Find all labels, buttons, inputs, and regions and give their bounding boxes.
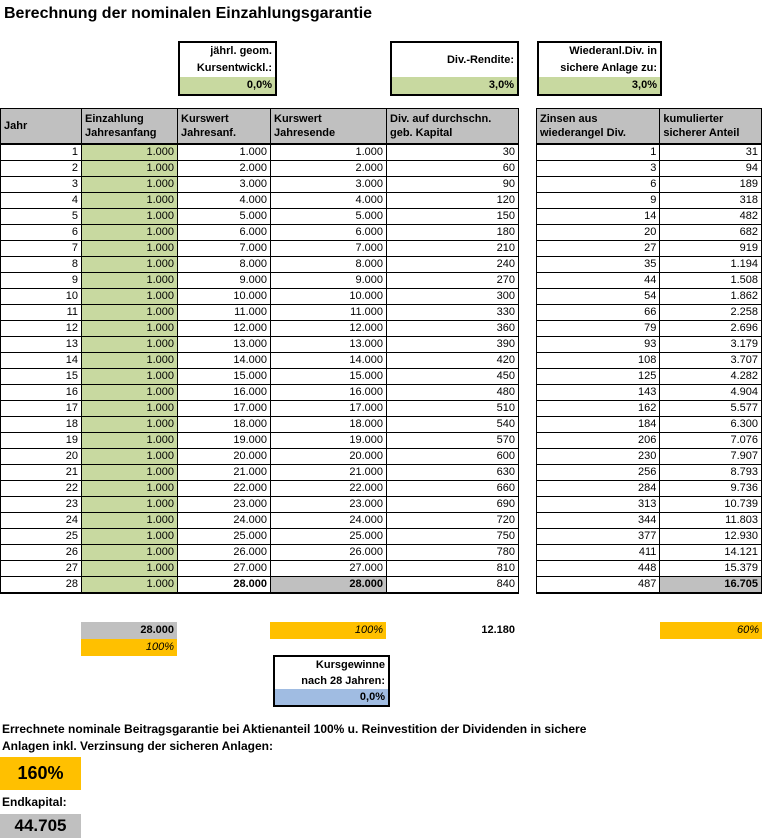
endkapital-value-cell[interactable]: 44.705 [0,814,81,838]
kursentwicklung-value-cell[interactable]: 0,0% [180,77,275,94]
cell-kurswert-anfang[interactable]: 27.000 [178,560,271,576]
cell-kurswert-anfang[interactable]: 9.000 [178,272,271,288]
cell-dividende[interactable]: 480 [387,384,519,400]
param-box-kursentwicklung [178,41,277,96]
cell-kumuliert[interactable]: 318 [660,192,762,208]
right-table-header-row [537,109,762,144]
right-table-row [537,560,762,576]
cell-dividende[interactable]: 420 [387,352,519,368]
cell-kurswert-anfang[interactable]: 8.000 [178,256,271,272]
cell-kurswert-anfang[interactable]: 7.000 [178,240,271,256]
cell-dividende[interactable]: 510 [387,400,519,416]
cell-dividende[interactable]: 30 [387,144,519,161]
cell-jahr[interactable]: 18 [1,416,82,432]
right-table-row [537,144,762,161]
cell-einzahlung[interactable]: 1.000 [82,528,178,544]
cell-einzahlung[interactable]: 1.000 [82,480,178,496]
total-einzahlung-sum[interactable]: 28.000 [81,622,177,639]
cell-kumuliert[interactable]: 94 [660,160,762,176]
cell-kurswert-anfang[interactable]: 5.000 [178,208,271,224]
cell-dividende[interactable]: 450 [387,368,519,384]
header-zinsen: Zinsen aus wiederangel Div. [537,109,660,144]
right-table-row [537,496,762,512]
cell-jahr[interactable]: 17 [1,400,82,416]
cell-zinsen[interactable]: 206 [537,432,660,448]
right-table-row [537,224,762,240]
cell-dividende[interactable]: 540 [387,416,519,432]
cell-kumuliert[interactable]: 919 [660,240,762,256]
right-table-row [537,464,762,480]
cell-jahr[interactable]: 26 [1,544,82,560]
param-label: Wiederanl.Div. in [569,45,657,57]
cell-kumuliert[interactable]: 682 [660,224,762,240]
page-title: Berechnung der nominalen Einzahlungsgarantie [4,5,373,22]
header-kumuliert: kumulierter sicherer Anteil [660,109,762,144]
header-dividende: Div. auf durchschn. geb. Kapital [387,109,519,144]
cell-jahr[interactable]: 2 [1,160,82,176]
cell-dividende[interactable]: 720 [387,512,519,528]
cell-kurswert-anfang[interactable]: 3.000 [178,176,271,192]
cell-kurswert-ende[interactable]: 13.000 [271,336,387,352]
cell-jahr[interactable]: 8 [1,256,82,272]
cell-kurswert-ende[interactable]: 21.000 [271,464,387,480]
cell-dividende[interactable]: 360 [387,320,519,336]
cell-kurswert-ende[interactable]: 16.000 [271,384,387,400]
cell-dividende[interactable]: 390 [387,336,519,352]
cell-jahr[interactable]: 11 [1,304,82,320]
cell-dividende[interactable]: 570 [387,432,519,448]
right-table-row [537,352,762,368]
cell-kurswert-ende[interactable]: 26.000 [271,544,387,560]
cell-einzahlung[interactable]: 1.000 [82,224,178,240]
cell-dividende[interactable]: 330 [387,304,519,320]
cell-kumuliert[interactable]: 11.803 [660,512,762,528]
cell-kurswert-ende[interactable]: 14.000 [271,352,387,368]
cell-einzahlung[interactable]: 1.000 [82,272,178,288]
cell-kumuliert[interactable]: 31 [660,144,762,161]
cell-kumuliert[interactable]: 9.736 [660,480,762,496]
cell-jahr[interactable]: 20 [1,448,82,464]
left-table-row [1,480,519,496]
left-table-row [1,512,519,528]
right-table-row [537,416,762,432]
cell-kurswert-anfang[interactable]: 28.000 [178,576,271,593]
cell-kumuliert[interactable]: 2.696 [660,320,762,336]
cell-kurswert-anfang[interactable]: 21.000 [178,464,271,480]
cell-kurswert-anfang[interactable]: 23.000 [178,496,271,512]
cell-zinsen[interactable]: 35 [537,256,660,272]
cell-kumuliert[interactable]: 8.793 [660,464,762,480]
left-table-row [1,176,519,192]
cell-kurswert-ende[interactable]: 2.000 [271,160,387,176]
param-box-div-rendite [390,41,519,96]
cell-kumuliert[interactable]: 4.282 [660,368,762,384]
cell-kurswert-ende[interactable]: 4.000 [271,192,387,208]
cell-jahr[interactable]: 1 [1,144,82,161]
right-table-row [537,320,762,336]
endkapital-label: Endkapital: [2,795,67,809]
left-table-row [1,416,519,432]
right-table-row [537,448,762,464]
cell-jahr[interactable]: 14 [1,352,82,368]
cell-kurswert-ende[interactable]: 23.000 [271,496,387,512]
header-einzahlung: Einzahlung Jahresanfang [82,109,178,144]
cell-einzahlung[interactable]: 1.000 [82,256,178,272]
left-table [0,108,519,594]
left-table-row [1,272,519,288]
cell-jahr[interactable]: 15 [1,368,82,384]
right-table-row [537,288,762,304]
cell-zinsen[interactable]: 3 [537,160,660,176]
cell-kurswert-ende[interactable]: 24.000 [271,512,387,528]
cell-jahr[interactable]: 3 [1,176,82,192]
cell-zinsen[interactable]: 284 [537,480,660,496]
cell-kurswert-anfang[interactable]: 26.000 [178,544,271,560]
cell-zinsen[interactable]: 1 [537,144,660,161]
cell-kurswert-anfang[interactable]: 4.000 [178,192,271,208]
cell-jahr[interactable]: 7 [1,240,82,256]
cell-kurswert-ende[interactable]: 20.000 [271,448,387,464]
cell-kumuliert[interactable]: 7.907 [660,448,762,464]
right-table-row [537,160,762,176]
param-box-wiederanlage [537,41,662,96]
cell-einzahlung[interactable]: 1.000 [82,384,178,400]
cell-einzahlung[interactable]: 1.000 [82,192,178,208]
cell-kurswert-ende[interactable]: 17.000 [271,400,387,416]
cell-kurswert-anfang[interactable]: 2.000 [178,160,271,176]
cell-einzahlung[interactable]: 1.000 [82,160,178,176]
cell-einzahlung[interactable]: 1.000 [82,368,178,384]
left-table-row [1,352,519,368]
param-label: Div.-Rendite: [446,54,514,66]
left-table-row [1,368,519,384]
left-table-row [1,576,519,593]
cell-zinsen[interactable]: 66 [537,304,660,320]
cell-dividende[interactable]: 150 [387,208,519,224]
cell-kumuliert[interactable]: 7.076 [660,432,762,448]
cell-einzahlung[interactable]: 1.000 [82,560,178,576]
cell-dividende[interactable]: 690 [387,496,519,512]
div-rendite-value-cell[interactable]: 3,0% [392,77,517,94]
cell-dividende[interactable]: 630 [387,464,519,480]
right-table-body [537,144,762,593]
kursgewinne-value-cell[interactable]: 0,0% [275,689,388,705]
kursgewinne-label: nach 28 Jahren: [301,675,385,687]
left-table-row [1,144,519,161]
left-table-row [1,400,519,416]
cell-jahr[interactable]: 22 [1,480,82,496]
guarantee-note-line1: Errechnete nominale Beitragsgarantie bei Aktienanteil 100% u. Reinvestition der Dividenden in sichere [2,722,587,736]
total-kumuliert-pct[interactable]: 60% [660,622,762,639]
cell-jahr[interactable]: 5 [1,208,82,224]
cell-kurswert-anfang[interactable]: 16.000 [178,384,271,400]
cell-jahr[interactable]: 27 [1,560,82,576]
cell-einzahlung[interactable]: 1.000 [82,208,178,224]
right-table-row [537,208,762,224]
cell-einzahlung[interactable]: 1.000 [82,304,178,320]
cell-zinsen[interactable]: 230 [537,448,660,464]
right-table-row [537,576,762,593]
cell-kumuliert[interactable]: 15.379 [660,560,762,576]
cell-einzahlung[interactable]: 1.000 [82,544,178,560]
cell-dividende[interactable]: 780 [387,544,519,560]
cell-kurswert-ende[interactable]: 25.000 [271,528,387,544]
cell-jahr[interactable]: 4 [1,192,82,208]
cell-jahr[interactable]: 6 [1,224,82,240]
cell-einzahlung[interactable]: 1.000 [82,448,178,464]
cell-kurswert-anfang[interactable]: 19.000 [178,432,271,448]
right-table-row [537,400,762,416]
cell-zinsen[interactable]: 344 [537,512,660,528]
left-table-row [1,432,519,448]
cell-jahr[interactable]: 16 [1,384,82,400]
cell-dividende[interactable]: 810 [387,560,519,576]
cell-einzahlung[interactable]: 1.000 [82,464,178,480]
left-table-row [1,544,519,560]
header-kurswert-anfang: Kurswert Jahresanf. [178,109,271,144]
cell-dividende[interactable]: 180 [387,224,519,240]
cell-dividende[interactable]: 840 [387,576,519,593]
left-table-row [1,336,519,352]
cell-kumuliert[interactable]: 16.705 [660,576,762,593]
cell-kurswert-ende[interactable]: 1.000 [271,144,387,161]
left-table-row [1,528,519,544]
cell-jahr[interactable]: 21 [1,464,82,480]
cell-kurswert-ende[interactable]: 10.000 [271,288,387,304]
right-table-row [537,528,762,544]
param-label: jährl. geom. [210,45,272,57]
cell-dividende[interactable]: 270 [387,272,519,288]
cell-kumuliert[interactable]: 14.121 [660,544,762,560]
cell-kurswert-anfang[interactable]: 17.000 [178,400,271,416]
cell-kurswert-ende[interactable]: 12.000 [271,320,387,336]
left-table-row [1,240,519,256]
cell-zinsen[interactable]: 9 [537,192,660,208]
cell-kurswert-ende[interactable]: 6.000 [271,224,387,240]
cell-kurswert-ende[interactable]: 28.000 [271,576,387,593]
left-table-row [1,304,519,320]
cell-einzahlung[interactable]: 1.000 [82,400,178,416]
cell-zinsen[interactable]: 108 [537,352,660,368]
cell-jahr[interactable]: 19 [1,432,82,448]
left-table-row [1,384,519,400]
cell-dividende[interactable]: 300 [387,288,519,304]
left-table-row [1,288,519,304]
right-table-row [537,544,762,560]
cell-zinsen[interactable]: 20 [537,224,660,240]
right-table-row [537,192,762,208]
right-table-row [537,512,762,528]
right-table [536,108,762,594]
left-table-row [1,464,519,480]
cell-kurswert-anfang[interactable]: 25.000 [178,528,271,544]
cell-kurswert-anfang[interactable]: 11.000 [178,304,271,320]
cell-kurswert-anfang[interactable]: 12.000 [178,320,271,336]
right-table-row [537,176,762,192]
cell-kumuliert[interactable]: 12.930 [660,528,762,544]
cell-einzahlung[interactable]: 1.000 [82,144,178,161]
cell-kumuliert[interactable]: 4.904 [660,384,762,400]
total-einzahlung-pct[interactable]: 100% [81,639,177,656]
guarantee-note-line2: Anlagen inkl. Verzinsung der sicheren Anlagen: [2,739,273,753]
cell-einzahlung[interactable]: 1.000 [82,576,178,593]
cell-kurswert-anfang[interactable]: 18.000 [178,416,271,432]
cell-dividende[interactable]: 210 [387,240,519,256]
cell-einzahlung[interactable]: 1.000 [82,240,178,256]
right-table-row [537,336,762,352]
cell-kurswert-ende[interactable]: 8.000 [271,256,387,272]
left-table-row [1,160,519,176]
cell-kumuliert[interactable]: 6.300 [660,416,762,432]
left-table-row [1,192,519,208]
right-table-row [537,432,762,448]
cell-kurswert-anfang[interactable]: 10.000 [178,288,271,304]
cell-kumuliert[interactable]: 2.258 [660,304,762,320]
cell-zinsen[interactable]: 93 [537,336,660,352]
cell-zinsen[interactable]: 184 [537,416,660,432]
left-table-row [1,448,519,464]
cell-kumuliert[interactable]: 189 [660,176,762,192]
left-table-row [1,496,519,512]
cell-kumuliert[interactable]: 3.707 [660,352,762,368]
cell-einzahlung[interactable]: 1.000 [82,336,178,352]
cell-kurswert-ende[interactable]: 3.000 [271,176,387,192]
header-jahr: Jahr [1,109,82,144]
cell-kurswert-ende[interactable]: 15.000 [271,368,387,384]
cell-einzahlung[interactable]: 1.000 [82,352,178,368]
left-table-row [1,256,519,272]
cell-jahr[interactable]: 24 [1,512,82,528]
left-table-row [1,224,519,240]
cell-zinsen[interactable]: 411 [537,544,660,560]
cell-kurswert-ende[interactable]: 5.000 [271,208,387,224]
cell-zinsen[interactable]: 79 [537,320,660,336]
cell-kurswert-anfang[interactable]: 24.000 [178,512,271,528]
cell-zinsen[interactable]: 14 [537,208,660,224]
cell-zinsen[interactable]: 27 [537,240,660,256]
cell-jahr[interactable]: 25 [1,528,82,544]
right-table-row [537,272,762,288]
cell-kurswert-ende[interactable]: 7.000 [271,240,387,256]
cell-dividende[interactable]: 60 [387,160,519,176]
header-kurswert-ende: Kurswert Jahresende [271,109,387,144]
cell-einzahlung[interactable]: 1.000 [82,176,178,192]
cell-dividende[interactable]: 600 [387,448,519,464]
left-table-body [1,144,519,593]
cell-kurswert-ende[interactable]: 11.000 [271,304,387,320]
cell-jahr[interactable]: 13 [1,336,82,352]
cell-dividende[interactable]: 240 [387,256,519,272]
kursgewinne-label: Kursgewinne [315,659,385,671]
cell-zinsen[interactable]: 313 [537,496,660,512]
cell-kumuliert[interactable]: 1.508 [660,272,762,288]
cell-kurswert-anfang[interactable]: 13.000 [178,336,271,352]
cell-kumuliert[interactable]: 1.194 [660,256,762,272]
left-table-row [1,208,519,224]
cell-zinsen[interactable]: 143 [537,384,660,400]
cell-jahr[interactable]: 28 [1,576,82,593]
cell-zinsen[interactable]: 162 [537,400,660,416]
cell-kumuliert[interactable]: 482 [660,208,762,224]
cell-kurswert-ende[interactable]: 22.000 [271,480,387,496]
cell-kurswert-anfang[interactable]: 15.000 [178,368,271,384]
left-table-row [1,560,519,576]
cell-dividende[interactable]: 750 [387,528,519,544]
cell-kurswert-ende[interactable]: 9.000 [271,272,387,288]
cell-kurswert-ende[interactable]: 27.000 [271,560,387,576]
total-kurswert-ende-pct[interactable]: 100% [270,622,386,639]
right-table-row [537,480,762,496]
cell-zinsen[interactable]: 448 [537,560,660,576]
cell-kurswert-ende[interactable]: 18.000 [271,416,387,432]
cell-kurswert-anfang[interactable]: 22.000 [178,480,271,496]
cell-einzahlung[interactable]: 1.000 [82,416,178,432]
cell-jahr[interactable]: 12 [1,320,82,336]
right-table-row [537,304,762,320]
cell-einzahlung[interactable]: 1.000 [82,432,178,448]
param-label: Kursentwickl.: [196,62,272,74]
cell-kurswert-anfang[interactable]: 14.000 [178,352,271,368]
cell-kurswert-anfang[interactable]: 6.000 [178,224,271,240]
guarantee-value-cell[interactable]: 160% [0,757,81,790]
cell-jahr[interactable]: 9 [1,272,82,288]
cell-kumuliert[interactable]: 10.739 [660,496,762,512]
right-table-row [537,384,762,400]
cell-kurswert-ende[interactable]: 19.000 [271,432,387,448]
param-label: sichere Anlage zu: [560,62,657,74]
left-table-row [1,320,519,336]
cell-kurswert-anfang[interactable]: 20.000 [178,448,271,464]
cell-einzahlung[interactable]: 1.000 [82,288,178,304]
cell-zinsen[interactable]: 377 [537,528,660,544]
kursgewinne-box [273,655,390,707]
cell-dividende[interactable]: 660 [387,480,519,496]
right-table-row [537,368,762,384]
cell-zinsen[interactable]: 487 [537,576,660,593]
cell-kumuliert[interactable]: 5.577 [660,400,762,416]
cell-kurswert-anfang[interactable]: 1.000 [178,144,271,161]
cell-jahr[interactable]: 10 [1,288,82,304]
cell-einzahlung[interactable]: 1.000 [82,512,178,528]
cell-zinsen[interactable]: 44 [537,272,660,288]
cell-einzahlung[interactable]: 1.000 [82,496,178,512]
cell-zinsen[interactable]: 256 [537,464,660,480]
cell-jahr[interactable]: 23 [1,496,82,512]
cell-dividende[interactable]: 90 [387,176,519,192]
right-table-row [537,240,762,256]
right-table-row [537,256,762,272]
cell-kumuliert[interactable]: 1.862 [660,288,762,304]
cell-zinsen[interactable]: 6 [537,176,660,192]
cell-dividende[interactable]: 120 [387,192,519,208]
cell-einzahlung[interactable]: 1.000 [82,320,178,336]
cell-zinsen[interactable]: 54 [537,288,660,304]
guarantee-note [2,721,682,755]
wiederanlage-value-cell[interactable]: 3,0% [539,77,660,94]
cell-kumuliert[interactable]: 3.179 [660,336,762,352]
left-table-header-row [1,109,519,144]
total-dividende-sum[interactable]: 12.180 [481,624,515,636]
cell-zinsen[interactable]: 125 [537,368,660,384]
